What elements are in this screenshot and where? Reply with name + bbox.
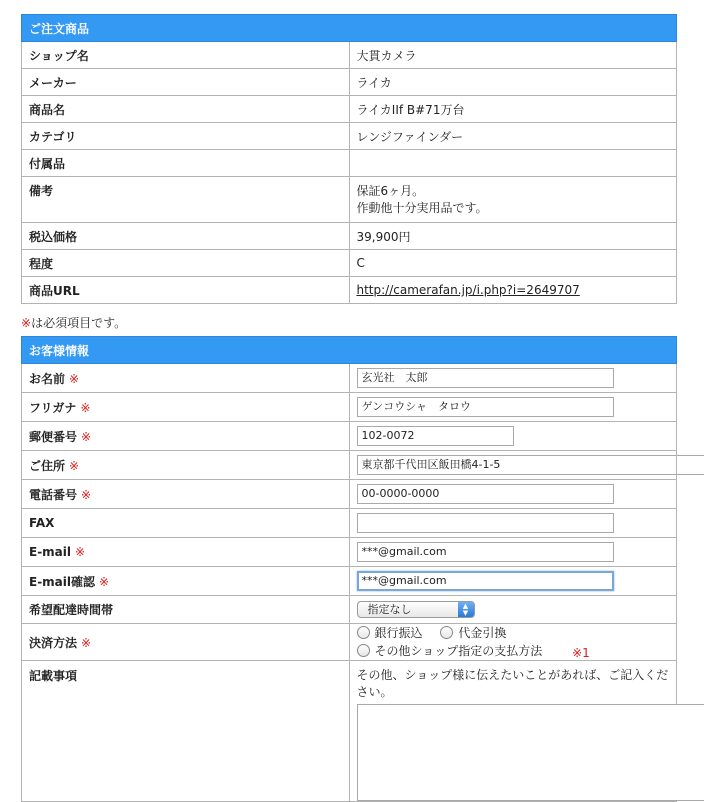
remarks-note-value [349,177,677,223]
required-mark: ※ [81,488,91,502]
required-mark: ※ [75,545,85,559]
email-label-text: E-mail [29,545,71,559]
required-mark: ※ [81,636,91,650]
delivery-time-selected: 指定なし [368,603,412,616]
table-row [22,277,677,304]
remarks-hint: その他、ショップ様に伝えたいことがあれば、ご記入ください。 [357,666,670,700]
required-mark: ※ [69,372,79,386]
fax-label: FAX [22,509,350,538]
table-row [22,451,677,480]
payment-option-label: 代金引換 [458,624,506,641]
product-name-label: 商品名 [22,96,350,123]
payment-option-bank-transfer[interactable] [357,624,423,641]
table-row [22,364,677,393]
table-row [22,69,677,96]
table-row [22,150,677,177]
phone-label-text: 電話番号 [29,488,77,502]
phone-input[interactable]: 00-0000-0000 [357,484,614,504]
name-label [22,364,350,393]
table-row [22,596,677,624]
remarks-note-line: 保証6ヶ月。 [357,183,670,200]
table-row [22,538,677,567]
maker-value: ライカ [349,69,677,96]
zip-input[interactable]: 102-0072 [357,426,514,446]
table-row [22,509,677,538]
required-mark: ※ [80,401,90,415]
shop-name-value: 大貫カメラ [349,42,677,69]
price-label: 税込価格 [22,223,350,250]
table-row [22,96,677,123]
payment-option-label: その他ショップ指定の支払方法 [375,642,543,659]
category-value: レンジファインダー [349,123,677,150]
customer-info-table [21,336,677,802]
remarks-note-line: 作動他十分実用品です。 [357,200,670,217]
address-label-text: ご住所 [29,459,65,473]
up-down-arrow-icon: ▲ ▼ [458,602,474,617]
table-row [22,123,677,150]
table-row [22,223,677,250]
table-row [22,42,677,69]
radio-button-icon[interactable] [440,626,453,639]
radio-button-icon[interactable] [357,626,370,639]
phone-label [22,480,350,509]
kana-label [22,393,350,422]
remarks-textarea[interactable] [357,704,704,801]
product-name-value: ライカIIf B#71万台 [349,96,677,123]
email-label [22,538,350,567]
kana-label-text: フリガナ [29,401,76,415]
delivery-time-label: 希望配達時間帯 [22,596,350,624]
category-label: カテゴリ [22,123,350,150]
table-row [22,567,677,596]
required-mark: ※ [81,430,91,444]
customer-section-header: お客様情報 [22,337,677,364]
remarks-label: 記載事項 [22,661,350,802]
payment-option-label: 銀行振込 [375,624,423,641]
maker-label: メーカー [22,69,350,96]
email-confirm-label [22,567,350,596]
fax-input[interactable] [357,513,614,533]
required-mark: ※ [21,316,31,330]
zip-label [22,422,350,451]
radio-button-icon[interactable] [357,644,370,657]
required-note-text: は必須項目です。 [31,316,126,330]
name-label-text: お名前 [29,372,65,386]
accessories-value [349,150,677,177]
email-confirm-input[interactable]: ***@gmail.com [357,571,614,591]
table-row [22,624,677,661]
product-url-label: 商品URL [22,277,350,304]
address-input[interactable]: 東京都千代田区飯田橋4-1-5 [357,455,704,475]
required-mark: ※ [99,575,109,589]
price-value: 39,900円 [349,223,677,250]
payment-option-cash-on-delivery[interactable] [440,624,506,641]
condition-value: C [349,250,677,277]
name-input[interactable]: 玄光社 太郎 [357,368,614,388]
table-row [22,480,677,509]
payment-label-text: 決済方法 [29,636,77,650]
email-confirm-label-text: E-mail確認 [29,575,95,589]
table-row [22,250,677,277]
product-url-link[interactable]: http://camerafan.jp/i.php?i=2649707 [357,283,580,297]
product-url-cell [349,277,677,304]
table-row [22,661,677,802]
payment-note-mark: ※1 [572,646,590,660]
table-row [22,422,677,451]
payment-options [349,624,677,661]
required-note [21,314,126,331]
order-section-header: ご注文商品 [22,15,677,42]
required-mark: ※ [69,459,79,473]
email-input[interactable]: ***@gmail.com [357,542,614,562]
payment-option-shop-specified[interactable] [357,642,543,659]
remarks-note-label: 備考 [22,177,350,223]
order-items-table [21,14,677,304]
table-row [22,393,677,422]
payment-label [22,624,350,661]
zip-label-text: 郵便番号 [29,430,77,444]
accessories-label: 付属品 [22,150,350,177]
kana-input[interactable]: ゲンコウシャ タロウ [357,397,614,417]
condition-label: 程度 [22,250,350,277]
delivery-time-select[interactable] [357,601,475,618]
address-label [22,451,350,480]
table-row [22,177,677,223]
shop-name-label: ショップ名 [22,42,350,69]
